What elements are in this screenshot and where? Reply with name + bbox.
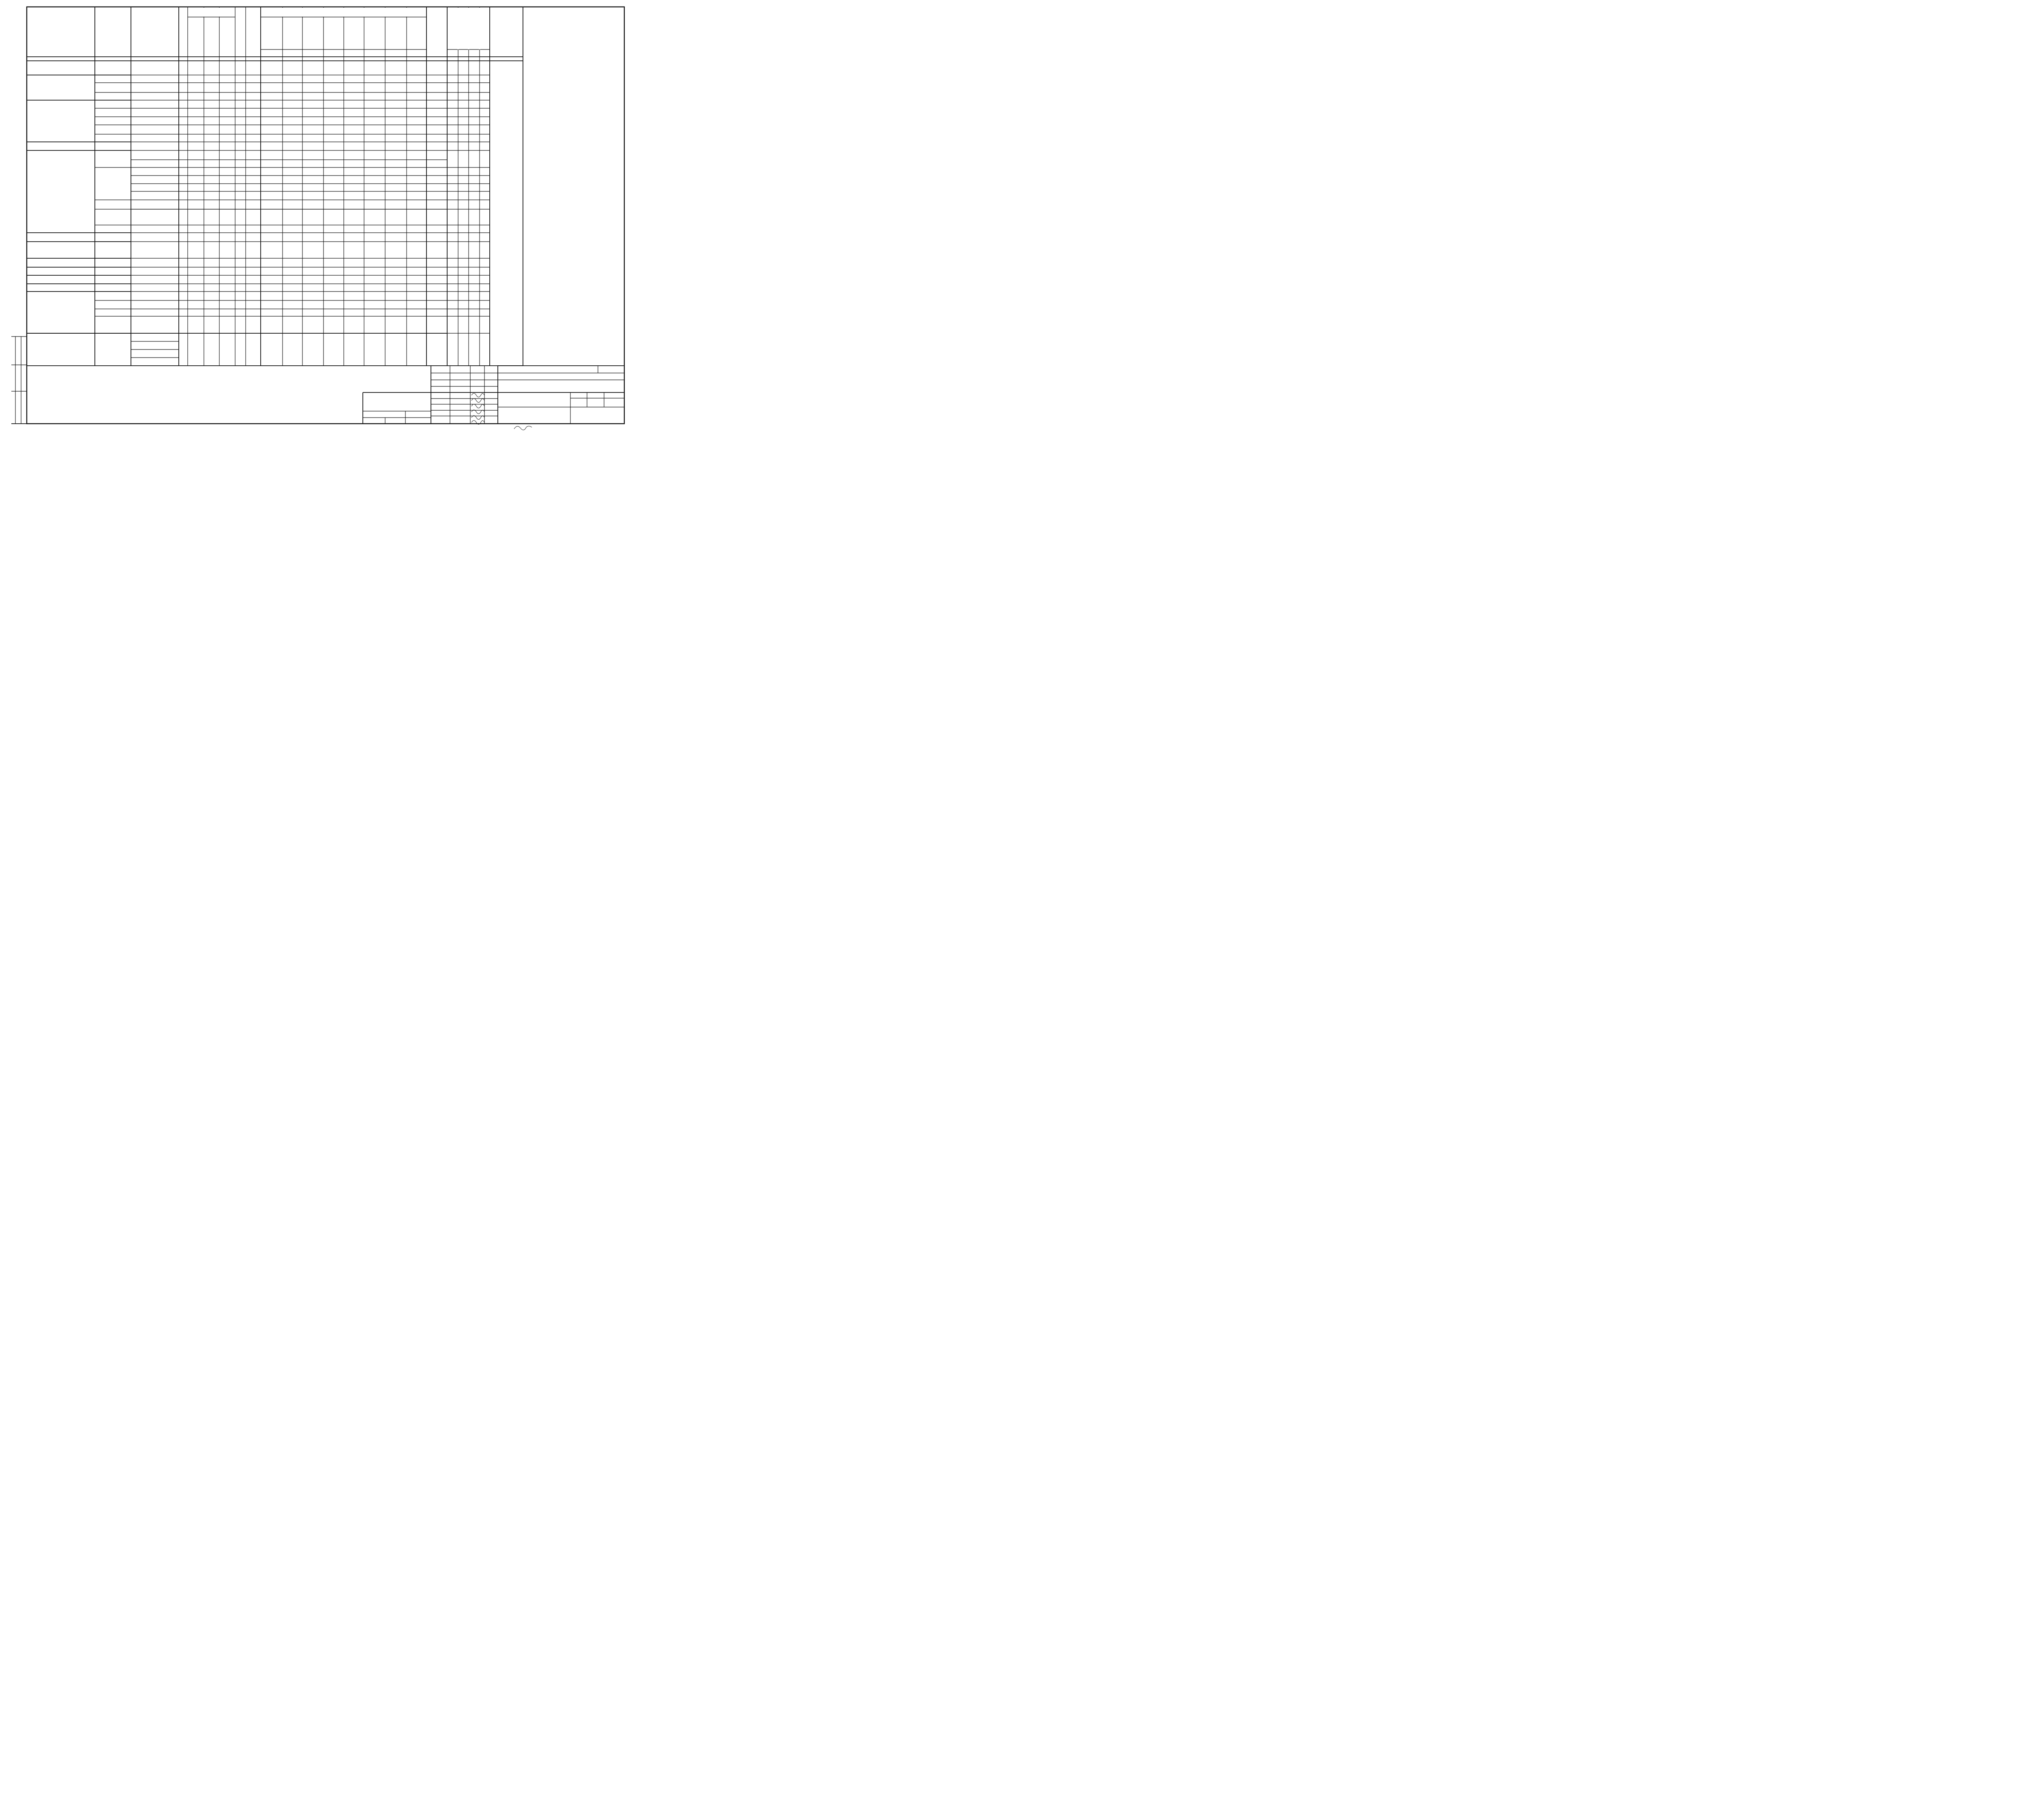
mask: [343, 8, 345, 17]
table-grid: [11, 7, 624, 430]
mask: [219, 8, 220, 17]
mask: [468, 8, 469, 49]
mask: [323, 8, 324, 17]
sheet-frame: [27, 7, 624, 424]
mask: [364, 8, 365, 17]
mask: [479, 8, 480, 49]
mask: [282, 8, 283, 17]
mask: [385, 8, 386, 17]
signature: [471, 404, 484, 408]
mask: [406, 8, 407, 17]
copier-signature: [514, 426, 532, 430]
mask: [302, 8, 303, 17]
signature: [471, 393, 484, 397]
signature: [471, 399, 484, 403]
mask: [458, 8, 459, 49]
mask: [204, 8, 205, 17]
specification-sheet: [0, 0, 632, 437]
